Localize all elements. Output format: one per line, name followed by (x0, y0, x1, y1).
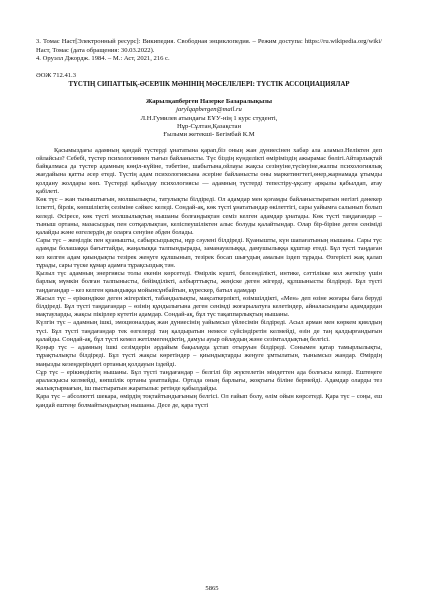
paragraph: Қоңыр түс – адамның ішкі сезімдерін әрдайым бақылауда ұстап отыруын білдіреді. Сонымен қатар тамырлылықты, тұрақтылықты білдіреді. Бұл түсті жақсы көретіндер – қиындықтарды жеңуге ұмтылатын, тынымсыз жандар. Өмірдің маңызды кезеңдеріндегі ортаның қолдауын іздейді. (36, 344, 382, 368)
article-body (36, 147, 382, 410)
paragraph: Күлгін түс – адамның ішкі, эмоционалдық жан дүниесінің уайымсыз үйлесімін білдіреді. Асыл арман мен көркем қиялдың түсі. Бұл түсті таңдағандар тек өзгелерді таң қалдыратын немесе сүйсіндіретін келмейді, өзін де таң қалдырғандығын қалайды. Сондай-ақ, бұл түсті кемел жетілмегендіктің, дамуы ауыр ойлаудың және сезімталдықтың белгісі. (36, 319, 382, 343)
paragraph: Қара түс – абсолютті шекара, өмірдің тоқтайтындығының белгісі. Ол ғайып болу, өлім ойын көрсетеді. Қара түс – соңы, еш қандай ештеңе болмайтындықтың нышаны. Десе де, қара түсті (36, 393, 382, 409)
page-number: 5865 (205, 585, 219, 592)
author-block (36, 98, 382, 140)
udc-code: ӘОЖ 712.41.3 (36, 71, 76, 79)
reference-item: 3. Томас Наст[Электронный ресурс]: Википедия. Свободная энциклопедия. – Режим доступа: https://ru.wikipedia.org/wiki/Наст, Томас (дата обращения: 30.03.2022). (36, 38, 382, 54)
reference-item: 4. Оруэлл Джордж. 1984. – М.: Аст, 2021, 216 с. (36, 55, 170, 63)
paragraph: Қызыл түс адамның энергиясы толы екенін көрсетеді. Өмірлік күшті, белсенділікті, интике, сәттілікке кол жеткізу үшін барлық мүмкін болған талпынысты, бейімділікті, албырттықты, жеңіске деген жігерді, құлшынысты білдіреді. Бұл түсті таңдағандар – кез келген қиындыққа мойынсұнбайтын, күрескер, батыл адамдар (36, 270, 382, 294)
author-email[interactable]: jarylqapbergen@mail.ru (176, 106, 242, 114)
paragraph: Сұр түс – ерікиндіктің нышаны. Бұл түсті таңдағандар – белгілі бір жүктелетін міндеттен ада болғысы келеді. Ештеңеге араласқысы келмейді, көпшілік ортаны ұнатпайды. Ортада оның барлығы, жоқтығы біліне бермейді. Адамдар оларды тез жалықтырмағын, іш пыстыратын жаратылыс ретінде қабылдайды. (36, 368, 382, 393)
author-city: Нұр-Сұлтан,Қазақстан (176, 123, 241, 130)
author-name: Жарылқапберген Назерке Базаралықызы (145, 97, 273, 105)
paragraph: Қасымыздағы адамның қандай түстерді ұнататына қарап,біз оның жан дүниесінен хабар ала аламыз.Неліктен деп ойлайсыз? Себебі, түстер психологиямен тығыз байланысты. Түс біздің күнделікті өміріміздің ажырамас бөлігі.Айтарлықтай байқалмаса да түстер адамның көңіл-күйіне, тәбетіне, шабытына,ойлауы жақсы сезінуіне,түсінуіне,жалпы психологиялық жағдайына қатты әсер етеді. Түстің адам психологиясына әсеріне байланысты оны маркетингтегі,өнер,жарнамада ұтымды қолдану жолдары көп. Түстерді қабылдау психологиясы — адамның түстерді тепестіру-ұқсату арқылы қабылдап, атау қабілеті. (36, 146, 382, 195)
paragraph: Көк түс – жан тыныштығын, молшылықты, татулықты білдіреді. Ол адамдар мен қоғамды байланыстыратын негізгі дәнекер іспетті, бірлік, көпшіліктің сезіміне сәйкес келеді. Сондай-ақ, көк түсті ұнататындар өкілеттігі, сары уайымға салынып болып келеді. Әсіресе, көк түсті молшылықтың нышаны болғандықтан семіз келген адамдар ұнатады. Көк түсті таңдағандар – тыныш ортаны, мазасыздық пен сотқарлықтан, келіспеушіліктен алыс болуды қалайтындар. Олар бір-біріне деген сеніміді қалайды және өзгелердің де оларға сенуіне әбден болады. (36, 196, 382, 236)
references (36, 38, 382, 64)
author-affiliation: Л.Н.Гумилев атындағы ЕҰУ-нің 1 курс студенті, (140, 114, 278, 122)
article-title: ТҮСТІҢ СИПАТТЫҚ-ӘСЕРЛІК МӘНІНІҢ МӘСЕЛЕЛЕРІ: ТҮСТІК АССОЦИАЦИЯЛАР (68, 81, 350, 89)
scientific-advisor: Ғылыми жетекші- Бегімбай К.М (163, 131, 255, 139)
reference-link[interactable]: https://ru.wikipedia.org/wiki/Наст, Томас (дата обращения: 30.03.2022). (36, 38, 382, 54)
paragraph: Жасыл түс – ерікиндікке деген жігерлікті, табандылықты, мақсаткерлікті, өзімшілдікті, «Мен» деп өзіне жоғары баға беруді білдіреді. Бұл түсті таңдағандар – өзінің құндылығына деген сенімді жоғарылатуға келетіндер, айналасындағы адамдардан мақтауларды, жақсы пікірлер күтетін адамдар. Сондай-ақ, бұл түс тақаппарлықтың нышаны. (36, 294, 382, 319)
paragraph: Сары түс – жеңілдік пен қуанышты, сабырсыздықты, нұр сәулені білдіреді. Қуанышты, күн шапағатының нышаны. Сары түс адамды болашаққа бағыттайды, жаңалыққа талпындырады, заманауилыққа, дамушылыққа құштар етеді. Бұл түсті таңдаған кез келген адам қиындықты тезірек жеңуге құлшынып, тезірек босап шығудың амалын іздеп тұрады. Өзгерісті жақ қалап тұрады, сары түске құмар адамға тұрақсыздық тән. (36, 237, 382, 269)
